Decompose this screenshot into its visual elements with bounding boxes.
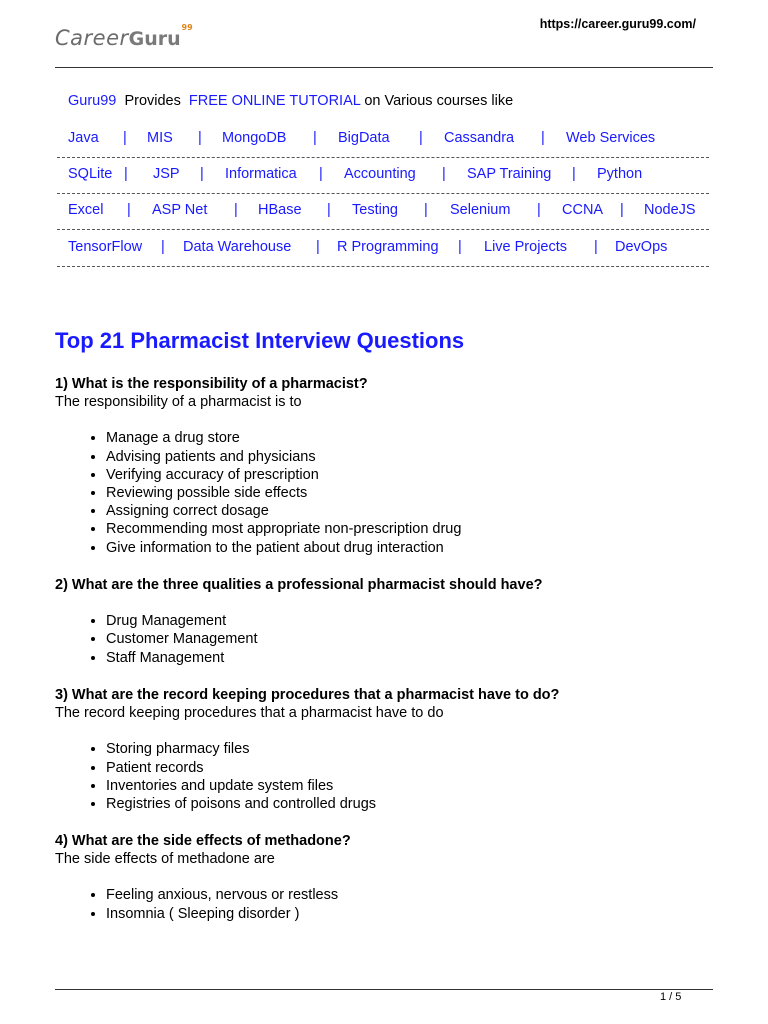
career-guru-logo[interactable] [55,23,193,54]
list-item: • Recommending most appropriate non-prescription drug [106,520,715,538]
header-url[interactable]: https://career.guru99.com/ [539,17,696,31]
list-item: • Patient records [106,759,715,777]
nav-separator: | [458,239,462,255]
question-block [55,832,715,923]
nav-row [57,193,709,230]
nav-link-live-projects[interactable]: Live Projects [484,239,568,255]
nav-link-accounting[interactable]: Accounting [344,166,416,182]
nav-separator: | [200,166,204,182]
list-item: • Inventories and update system files [106,777,715,795]
nav-link-ccna[interactable]: CCNA [562,202,604,218]
nav-row [57,230,709,267]
list-item: • Feeling anxious, nervous or restless [106,886,715,904]
question-block [55,686,715,813]
nav-link-bigdata[interactable]: BigData [338,130,390,146]
answer-intro: The responsibility of a pharmacist is to [55,394,302,411]
nav-link-tensorflow[interactable]: TensorFlow [68,239,143,255]
free-tutorial-link[interactable]: FREE ONLINE TUTORIAL [188,93,361,109]
nav-separator: | [541,130,545,146]
list-item: • Assigning correct dosage [106,502,715,520]
nav-separator: | [424,202,428,218]
logo-text-guru: Guru [128,28,181,50]
list-item: • Verifying accuracy of prescription [106,466,715,484]
list-item: • Reviewing possible side effects [106,484,715,502]
nav-separator: | [123,130,127,146]
list-item: • Customer Management [106,630,715,648]
nav-separator: | [442,166,446,182]
nav-separator: | [313,130,317,146]
nav-link-testing[interactable]: Testing [352,202,398,218]
question-block [55,576,715,667]
header-divider [55,67,713,68]
nav-separator: | [316,239,320,255]
answer-list [55,740,715,813]
list-item: • Manage a drug store [106,429,715,447]
answer-list [55,612,715,667]
nav-link-java[interactable]: Java [68,130,99,146]
answer-list [55,886,715,922]
question-heading: 1) What is the responsibility of a pharmacist? [55,376,368,392]
nav-separator: | [572,166,576,182]
logo-text-career: Career [55,26,129,50]
nav-link-excel[interactable]: Excel [68,202,104,218]
nav-separator: | [594,239,598,255]
list-item: • Give information to the patient about drug interaction [106,539,715,557]
question-heading: 2) What are the three qualities a professional pharmacist should have? [55,577,543,593]
footer-divider [55,989,713,990]
nav-link-python[interactable]: Python [597,166,643,182]
nav-link-selenium[interactable]: Selenium [450,202,511,218]
nav-provides-text: Provides [124,93,181,109]
nav-link-mongodb[interactable]: MongoDB [222,130,287,146]
list-item: • Storing pharmacy files [106,740,715,758]
nav-row [57,121,709,158]
nav-link-devops[interactable]: DevOps [615,239,668,255]
nav-link-asp-net[interactable]: ASP Net [152,202,208,218]
nav-row [57,157,709,194]
guru99-link[interactable]: Guru99 [68,93,117,109]
nav-link-sap-training[interactable]: SAP Training [467,166,552,182]
nav-link-nodejs[interactable]: NodeJS [644,202,696,218]
list-item: • Drug Management [106,612,715,630]
nav-separator: | [419,130,423,146]
logo-superscript: 99 [181,23,193,32]
nav-separator: | [127,202,131,218]
nav-link-cassandra[interactable]: Cassandra [444,130,515,146]
list-item: • Staff Management [106,649,715,667]
nav-link-r-programming[interactable]: R Programming [337,239,439,255]
answer-list [55,429,715,556]
question-heading: 3) What are the record keeping procedures that a pharmacist have to do? [55,687,560,703]
nav-separator: | [620,202,624,218]
nav-link-jsp[interactable]: JSP [153,166,180,182]
nav-link-sqlite[interactable]: SQLite [68,166,113,182]
list-item: • Insomnia ( Sleeping disorder ) [106,905,715,923]
list-item: • Registries of poisons and controlled drugs [106,795,715,813]
question-block [55,375,715,557]
nav-intro [68,93,513,109]
nav-link-hbase[interactable]: HBase [258,202,302,218]
page-number: 1 / 5 [660,991,682,1003]
nav-link-mis[interactable]: MIS [147,130,173,146]
answer-intro: The record keeping procedures that a pharmacist have to do [55,705,444,722]
nav-separator: | [161,239,165,255]
question-heading: 4) What are the side effects of methadone? [55,833,351,849]
nav-separator: | [198,130,202,146]
page-title: Top 21 Pharmacist Interview Questions [55,328,465,353]
nav-rest-text: on Various courses like [364,93,514,109]
nav-separator: | [124,166,128,182]
nav-separator: | [319,166,323,182]
nav-link-web-services[interactable]: Web Services [566,130,656,146]
answer-intro: The side effects of methadone are [55,851,275,868]
nav-separator: | [537,202,541,218]
list-item: • Advising patients and physicians [106,448,715,466]
nav-link-data-warehouse[interactable]: Data Warehouse [183,239,292,255]
nav-separator: | [327,202,331,218]
nav-separator: | [234,202,238,218]
nav-link-informatica[interactable]: Informatica [225,166,297,182]
